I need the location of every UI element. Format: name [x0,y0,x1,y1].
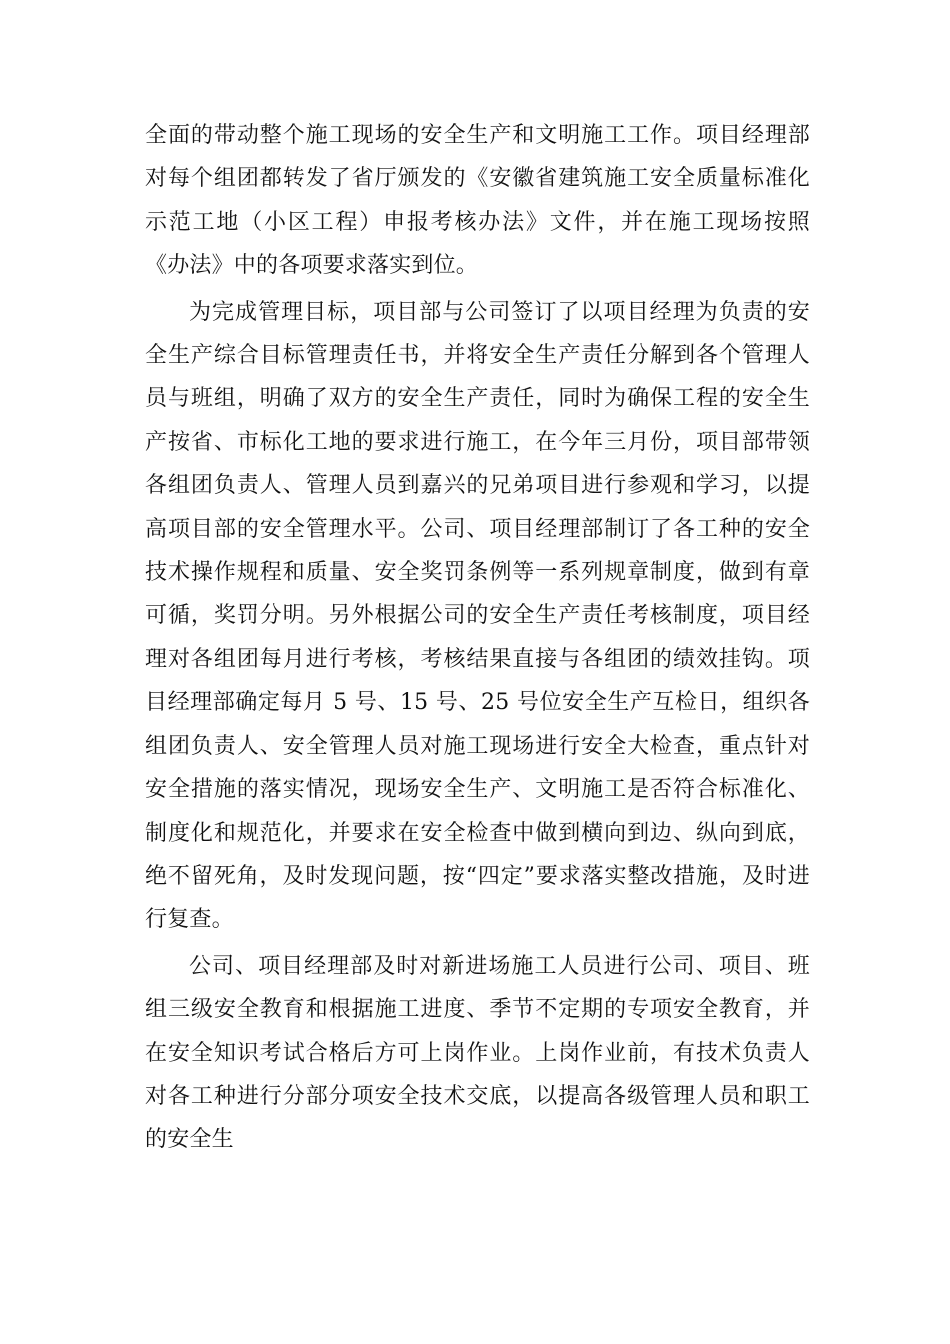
paragraph-2: 为完成管理目标，项目部与公司签订了以项目经理为负责的安全生产综合目标管理责任书，并将安全生产责任分解到各个管理人员与班组，明确了双方的安全生产责任，同时为确保工程的安全生产按省、市标化工地的要求进行施工，在今年三月份，项目部带领各组团负责人、管理人员到嘉兴的兄弟项目进行参观和学习，以提高项目部的安全管理水平。公司、项目经理部制订了各工种的安全技术操作规程和质量、安全奖罚条例等一系列规章制度，做到有章可循，奖罚分明。另外根据公司的安全生产责任考核制度，项目经理对各组团每月进行考核，考核结果直接与各组团的绩效挂钩。项目经理部确定每月 5 号、15 号、25 号位安全生产互检日，组织各组团负责人、安全管理人员对施工现场进行安全大检查，重点针对安全措施的落实情况，现场安全生产、文明施工是否符合标准化、制度化和规范化，并要求在安全检查中做到横向到边、纵向到底，绝不留死角，及时发现问题，按“四定”要求落实整改措施，及时进行复查。 [145,299,810,933]
paragraph-3: 公司、项目经理部及时对新进场施工人员进行公司、项目、班组三级安全教育和根据施工进度、季节不定期的专项安全教育，并在安全知识考试合格后方可上岗作业。上岗作业前，有技术负责人对各工种进行分部分项安全技术交底，以提高各级管理人员和职工的安全生 [145,953,810,1153]
paragraph-1: 全面的带动整个施工现场的安全生产和文明施工工作。项目经理部对每个组团都转发了省厅颁发的《安徽省建筑施工安全质量标准化示范工地（小区工程）申报考核办法》文件，并在施工现场按照《办法》中的各项要求落实到位。 [145,123,810,279]
document-body [145,114,810,1162]
